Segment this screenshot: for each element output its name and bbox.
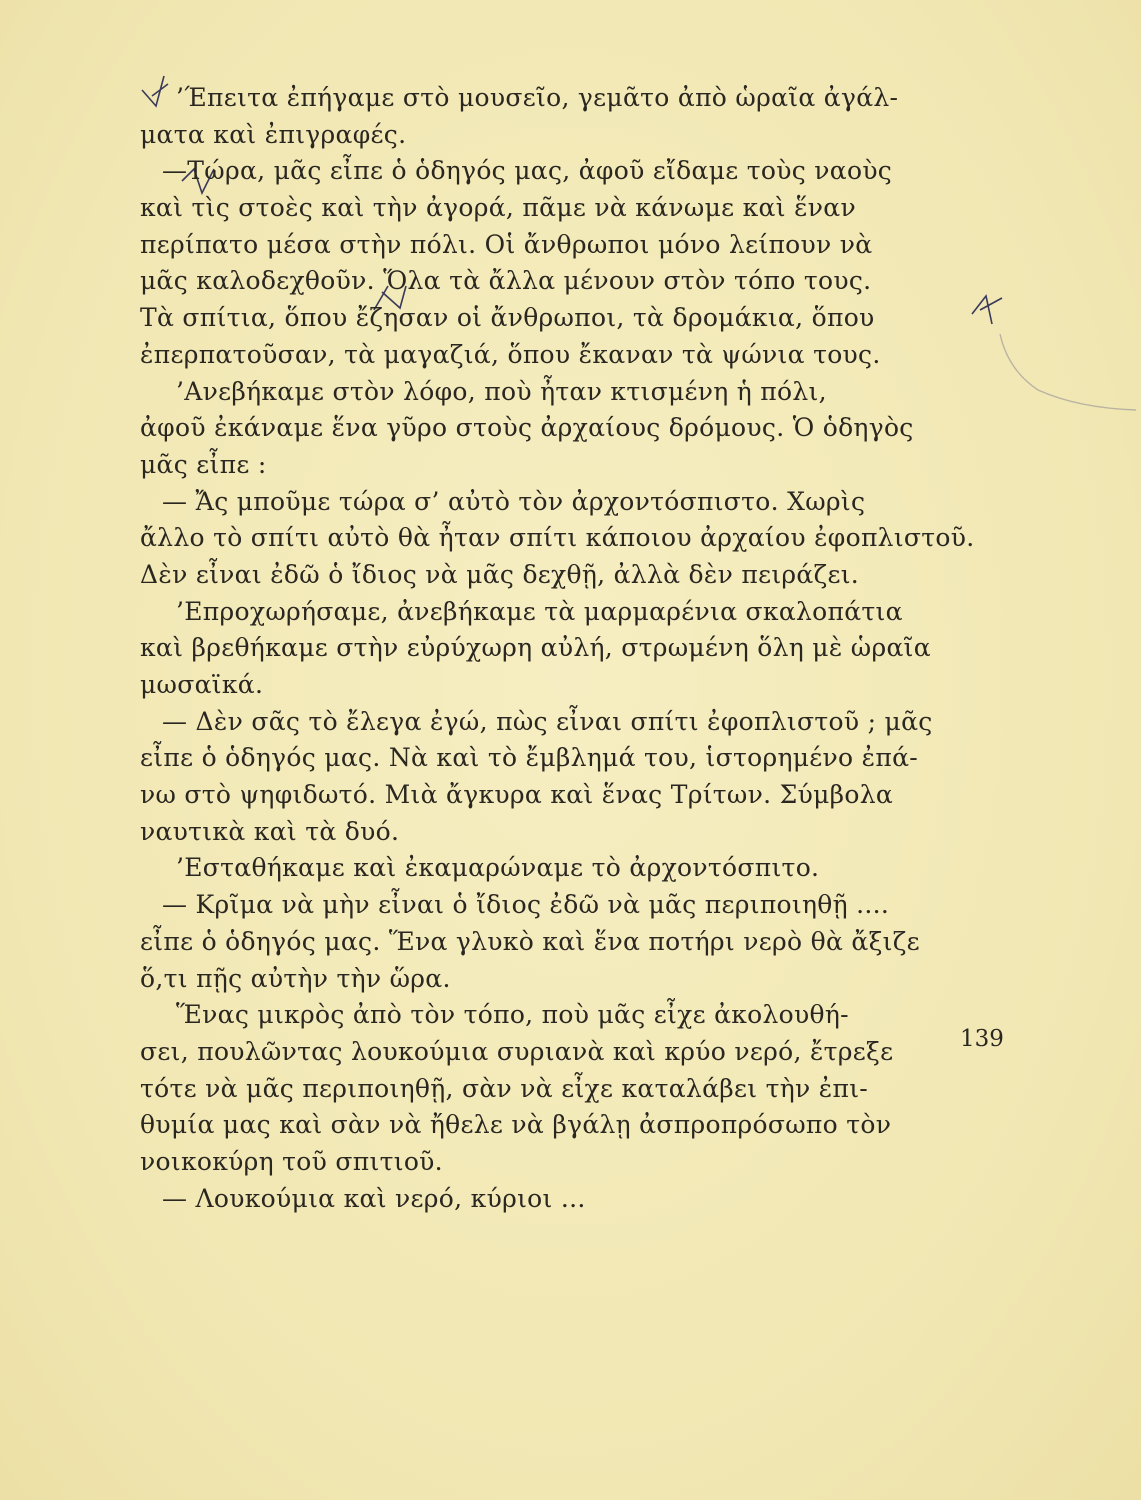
text-line: μᾶς εἶπε : — [140, 449, 267, 479]
text-line: περίπατο μέσα στὴν πόλι. Οἱ ἄνθρωποι μόνο λείπουν νὰ — [140, 229, 873, 259]
text-line: — Δὲν σᾶς τὸ ἔλεγα ἐγώ, πὼς εἶναι σπίτι ἐφοπλιστοῦ ; μᾶς — [162, 706, 933, 736]
text-line: ’Ανεβήκαμε στὸν λόφο, ποὺ ἦταν κτισμένη ἡ πόλι, — [176, 376, 827, 406]
text-line: — Κρῖμα νὰ μὴν εἶναι ὁ ἴδιος ἐδῶ νὰ μᾶς περιποιηθῇ .... — [162, 890, 890, 920]
text-line: νω στὸ ψηφιδωτό. Μιὰ ἄγκυρα καὶ ἕνας Τρίτων. Σύμβολα — [140, 780, 894, 810]
text-line: Δὲν εἶναι ἐδῶ ὁ ἴδιος νὰ μᾶς δεχθῇ, ἀλλὰ δὲν πειράζει. — [140, 559, 860, 589]
text-line: —Τώρα, μᾶς εἶπε ὁ ὁδηγός μας, ἀφοῦ εἴδαμε τοὺς ναοὺς — [162, 156, 893, 186]
margin-pencil-line — [998, 330, 1138, 420]
text-line: ἐπερπατοῦσαν, τὰ μαγαζιά, ὅπου ἔκαναν τὰ ψώνια τους. — [140, 339, 881, 369]
text-line: μωσαϊκά. — [140, 670, 264, 699]
text-line: ματα καὶ ἐπιγραφές. — [140, 119, 407, 149]
text-line: Τὰ σπίτια, ὅπου ἔζησαν οἱ ἄνθρωποι, τὰ δρομάκια, ὅπου — [140, 303, 875, 333]
text-line: καὶ βρεθήκαμε στὴν εὐρύχωρη αὐλή, στρωμένη ὅλη μὲ ὡραῖα — [140, 633, 931, 663]
text-line: ’Εσταθήκαμε καὶ ἐκαμαρώναμε τὸ ἀρχοντόσπιτο. — [176, 853, 820, 883]
page-number: 139 — [960, 1026, 1004, 1052]
text-line: — Ἄς μποῦμε τώρα σ’ αὐτὸ τὸν ἀρχοντόσπιστο. Χωρὶς — [162, 486, 866, 516]
text-line: καὶ τὶς στοὲς καὶ τὴν ἀγορά, πᾶμε νὰ κάνωμε καὶ ἕναν — [140, 193, 856, 223]
text-line: ἄλλο τὸ σπίτι αὐτὸ θὰ ἦταν σπίτι κάποιου ἀρχαίου ἐφοπλιστοῦ. — [140, 523, 975, 553]
text-line: ἀφοῦ ἐκάναμε ἕνα γῦρο στοὺς ἀρχαίους δρόμους. Ὁ ὁδηγὸς — [140, 413, 914, 443]
body-text — [140, 80, 998, 1217]
text-line: Ἕνας μικρὸς ἀπὸ τὸν τόπο, ποὺ μᾶς εἶχε ἀκολουθή- — [176, 1000, 849, 1030]
text-line: ναυτικὰ καὶ τὰ δυό. — [140, 816, 400, 846]
text-line: μᾶς καλοδεχθοῦν. Ὅλα τὰ ἄλλα μένουν στὸν τόπο τους. — [140, 266, 872, 296]
text-line: εἶπε ὁ ὁδηγός μας. Ἕνα γλυκὸ καὶ ἕνα ποτήρι νερὸ θὰ ἄξιζε — [140, 926, 920, 956]
text-line: ’Επροχωρήσαμε, ἀνεβήκαμε τὰ μαρμαρένια σκαλοπάτια — [176, 596, 903, 626]
text-line: θυμία μας καὶ σὰν νὰ ἤθελε νὰ βγάλῃ ἀσπροπρόσωπο τὸν — [140, 1110, 892, 1140]
text-line: τότε νὰ μᾶς περιποιηθῇ, σὰν νὰ εἶχε καταλάβει τὴν ἐπι- — [140, 1073, 869, 1103]
text-line: εἶπε ὁ ὁδηγός μας. Νὰ καὶ τὸ ἔμβλημά του, ἱστορημένο ἐπά- — [140, 743, 919, 773]
text-line: ’Έπειτα ἐπήγαμε στὸ μουσεῖο, γεμᾶτο ἀπὸ ὡραῖα ἀγάλ- — [176, 83, 899, 112]
text-line: ὅ,τι πῇς αὐτὴν τὴν ὥρα. — [140, 963, 451, 993]
text-line: σει, πουλῶντας λουκούμια συριανὰ καὶ κρύο νερό, ἔτρεξε — [140, 1036, 894, 1066]
text-line: νοικοκύρη τοῦ σπιτιοῦ. — [140, 1146, 443, 1176]
text-line: — Λουκούμια καὶ νερό, κύριοι ... — [162, 1183, 586, 1213]
